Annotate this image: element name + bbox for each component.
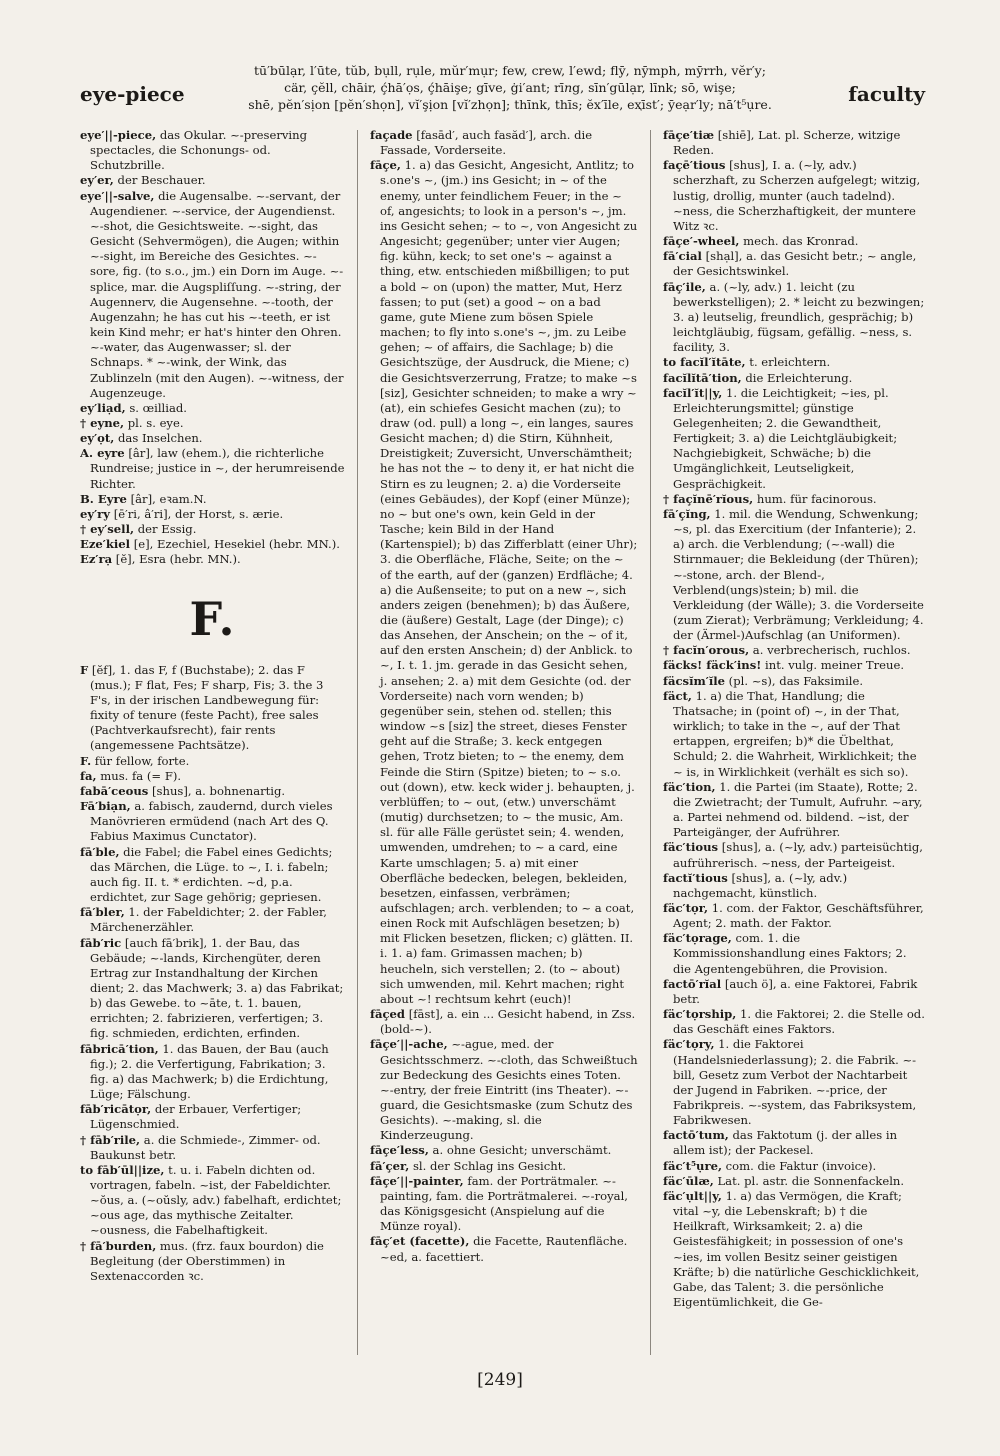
entry-definition: [fasād′, auch fasăd′], arch. die Fassade, Vorderseite. (380, 128, 593, 158)
entry-headword: fäc′tọrage, (663, 931, 732, 946)
dictionary-entry (80, 189, 345, 401)
entry-headword: † facĭn′orous, (663, 643, 750, 658)
dictionary-entry (80, 905, 345, 935)
entry-headword: † ey′sell, (80, 522, 135, 537)
dictionary-entry (663, 658, 925, 673)
entry-definition: 1. a) das Gesicht, Angesicht, Antlitz; to s.one's ~, (jm.) ins Gesicht; in ~ of the enemy, unter feindlichem Feuer; in the ~ of, angesichts; to look in a person's ~, jm. ins Gesicht sehen; ~ to ~, von Angesicht zu Angesicht; gegenüber; unter vier Augen; fig. kühn, keck; to set one's ~ against a thing, etw. entschieden mißbilligen; to put a bold ~ on (upon) the matter, Mut, Herz fassen; to put (set) a good ~ on a bad game, gute Miene zum bösen Spiele machen; to fly into s.one's ~, jm. zu Leibe gehen; ~ of affairs, die Sachlage; b) die Gesichtszüge, der Ausdruck, die Miene; c) die Gesichtsverzerrung, Fratze; to make ~s [siz], Gesichter schneiden; to make a wry ~ (at), ein schiefes Gesicht machen (zu); to draw (od. pull) a long ~, ein langes, saures Gesicht machen; d) die Stirn, Kühnheit, Dreistigkeit; Zuversicht, Unverschämtheit; he has not the ~ to deny it, er hat nicht die Stirn es zu leugnen; 2. a) die Vorderseite (eines Gebäudes), der Kopf (einer Münze); no ~ but one's own, kein Geld in der Tasche; kein Bild in der Hand (Kartenspiel); b) das Zifferblatt (einer Uhr); 3. die Oberfläche, Fläche, Seite; on the ~ of the earth, auf der (ganzen) Erdfläche; 4. a) die Außenseite; to put on a new ~, sich anders zeigen (benehmen); b) das Äußere, die (äußere) Gestalt, Lage (der Dinge); c) das Ansehen, der Anschein; on the ~ of it, auf den ersten Anschein; d) der Anblick. to ~, I. t. 1. jm. gerade in das Gesicht sehen, j. ansehen; 2. a) mit dem Gesichte (od. der Vorderseite) nach vorn wenden; b) gegenüber sein, stehen od. stellen; this window ~s [siz] the street, dieses Fenster geht auf die Straße; 3. keck entgegen gehen, Trotz bieten; to ~ the enemy, dem Feinde die Stirn (Spitze) bieten; to ~ s.o. out (down), etw. keck wider j. behaupten, j. verblüffen; to ~ out, (etw.) unverschämt (mutig) durchsetzen; to ~ the music, Am. sl. für alle Fälle gerüstet sein; 4. wenden, umwenden, umdrehen; to ~ a card, eine Karte umschlagen; 5. a) mit einer Oberfläche bedecken, belegen, bekleiden, besetzen, einfassen, verbrämen; aufschlagen; arch. verblenden; to ~ a coat, einen Rock mit Aufschlägen besetzen; b) mit Flicken besetzen, flicken; c) glätten. II. i. 1. a) fam. Grimassen machen; b) heucheln, sich verstellen; 2. (to ~ about) sich umwenden, mil. Kehrt machen; right about ~! rechtsum kehrt (euch)! (380, 158, 638, 1006)
entry-headword: facĭl′ĭt||y, (663, 385, 723, 400)
entry-definition: (pl. ~s), das Faksimile. (725, 673, 864, 688)
entry-headword: fā′cial (663, 249, 702, 264)
dictionary-entry (663, 977, 925, 1007)
entry-headword: fā′ble, (80, 844, 120, 859)
page-number: [249] (477, 1370, 523, 1390)
dictionary-entry (80, 1239, 345, 1284)
entry-definition: [shus], a. (~ly, adv.) nachgemacht, künstlich. (673, 870, 848, 900)
entry-definition: 1. die Faktorei (Handelsniederlassung); 2. die Fabrik. ~-bill, Gesetz zum Verbot der Nachtarbeit der Jugend in Fabriken. ~-price, der Fabrikpreis. ~-system, das Fabriksystem, Fabrikwesen. (673, 1037, 917, 1128)
entry-headword: † fāb′rile, (80, 1132, 141, 1147)
entry-definition: 1. die Partei (im Staate), Rotte; 2. die Zwietracht; der Tumult, Aufruhr. ~ary, a. Partei nehmend od. bildend. ~ist, der Parteigänger, der Aufrührer. (673, 779, 923, 840)
dictionary-entry (370, 1159, 638, 1174)
entry-headword: facĭlĭtā′tion, (663, 370, 742, 385)
entry-definition: a. (~ly, adv.) 1. leicht (zu bewerkstelligen); 2. * leicht zu bezwingen; 3. a) leutselig, freundlich, gesprächig; b) leichtgläubig, fügsam, gefällig. ~ness, s. facility, 3. (673, 279, 925, 355)
entry-headword: fa, (80, 768, 97, 783)
dictionary-entry (80, 784, 345, 799)
entry-definition: pl. s. eye. (124, 415, 184, 430)
entry-definition: s. œilliad. (125, 400, 187, 415)
entry-definition: sl. der Schlag ins Gesicht. (409, 1158, 567, 1173)
entry-headword: fäc′ụlt||y, (663, 1188, 722, 1203)
dictionary-entry (663, 492, 925, 507)
entry-headword: † fā′burden, (80, 1238, 157, 1253)
entry-definition: 1. mil. die Wendung, Schwenkung; ~s, pl. das Exercitium (der Infanterie); 2. a) arch. die Verblendung; (~-wall) die Stirnmauer; die Bekleidung (der Thüren); ~-stone, arch. der Blend-, Verblend(ungs)stein; b) mil. die Verkleidung (der Wälle); 3. die Vorderseite (zum Zierat); Verbrämung; Verkleidung; 4. der (Ärmel-)Aufschlag (an Uniformen). (673, 506, 924, 643)
entry-definition: a. die Schmiede-, Zimmer- od. Baukunst betr. (90, 1132, 321, 1162)
entry-headword: factō′tum, (663, 1128, 729, 1143)
dictionary-entry (663, 674, 925, 689)
dictionary-entry (80, 769, 345, 784)
entry-definition: t. erleichtern. (745, 355, 831, 370)
entry-definition: [auch ö], a. eine Faktorei, Fabrik betr. (673, 976, 918, 1006)
entry-headword: F (80, 662, 89, 677)
entry-definition: das Inselchen. (114, 431, 203, 446)
entry-headword: to facĭl′ĭtāte, (663, 355, 746, 370)
dictionary-entry (663, 280, 925, 356)
entry-definition: [e], Ezechiel, Hesekiel (hebr. MN.). (130, 537, 340, 552)
entry-definition: der Essig. (134, 522, 197, 537)
dictionary-entry (663, 931, 925, 976)
dictionary-entry (663, 780, 925, 841)
entry-headword: fäc′tọry, (663, 1037, 715, 1052)
entry-headword: fābricā′tion, (80, 1041, 159, 1056)
entry-definition: [âr], law (ehem.), die richterliche Rundreise; justice in ~, der herumreisende Richter. (90, 446, 345, 491)
dictionary-entry (80, 446, 345, 491)
column-1 (80, 128, 345, 1363)
entry-definition: das Faktotum (j. der alles in allem ist); der Packesel. (673, 1128, 898, 1158)
dictionary-entry (80, 936, 345, 1042)
entry-headword: ey′liạd, (80, 400, 126, 415)
entry-headword: fā′bler, (80, 905, 125, 920)
entry-definition: 1. der Fabeldichter; 2. der Fabler, Märchenerzähler. (90, 905, 327, 935)
entry-headword: ey′er, (80, 173, 114, 188)
dictionary-entry (370, 128, 638, 158)
entry-definition: a. fabisch, zaudernd, durch vieles Manövrieren ermüdend (nach Art des Q. Fabius Maximus Cunctator). (90, 799, 333, 844)
dictionary-entry (370, 1037, 638, 1143)
dictionary-entry (663, 386, 925, 492)
entry-headword: fäc′tọr, (663, 900, 709, 915)
dictionary-entry (663, 1007, 925, 1037)
section-letter: F. (189, 591, 236, 646)
entry-headword: fäc′tion, (663, 779, 716, 794)
entry-headword: fabā′ceous (80, 783, 149, 798)
entry-headword: façē′tious (663, 158, 726, 173)
dictionary-entry (663, 249, 925, 279)
dictionary-entry (663, 234, 925, 249)
entry-definition: [âr], eꝛam.N. (126, 491, 207, 506)
entry-headword: fāçe′||-ache, (370, 1037, 448, 1052)
entry-headword: fäc′tọrship, (663, 1007, 737, 1022)
column-rule (650, 130, 651, 1355)
dictionary-entry (80, 522, 345, 537)
entry-headword: fäc′t⁵ụre, (663, 1158, 722, 1173)
pronunciation-key-line: shē, pĕn′sịon [pĕn′shọn], vĭ′şịon [vĭ′zhọn]; thīnk, thīs; ĕx′īle, eҳīst′; ȳeạr′ly; nā′t⁵ụre. (248, 97, 772, 112)
entry-headword: B. Eyre (80, 491, 127, 506)
entry-headword: ey′ry (80, 506, 111, 521)
entry-headword: F. (80, 753, 92, 768)
entry-definition: ~-ague, med. der Gesichtsschmerz. ~-cloth, das Schweißtuch zur Bedeckung des Gesichts eines Toten. ~-entry, der freie Eintritt (ins Theater). ~-guard, die Gesichtsmaske (zum Schutz des Gesichts). ~-making, sl. die Kinderzeugung. (380, 1037, 638, 1143)
entry-definition: 1. das Bauen, der Bau (auch fig.); 2. die Verfertigung, Fabrikation; 3. fig. a) das Machwerk; b) die Erdichtung, Lüge; Fälschung. (90, 1041, 329, 1102)
dictionary-entry (663, 507, 925, 643)
entry-definition: die Erleichterung. (741, 370, 853, 385)
entry-definition: 1. a) die That, Handlung; die Thatsache; in (point of) ~, in der That, wirklich; to take in the ~, auf der That ertappen, ergreifen; b)* die Übelthat, Schuld; 2. die Wahrheit, Wirklichkeit; the ~ is, in Wirklichkeit (verhält es sich so). (673, 688, 917, 779)
entry-headword: fäc′tious (663, 840, 719, 855)
running-header (80, 62, 925, 122)
dictionary-entry (370, 1174, 638, 1235)
dictionary-entry (80, 492, 345, 507)
pronunciation-key-line: tū′būlạr, l′ūte, tŭb, bụll, rụle, mŭr′mụr; few, crew, l′ewd; flȳ, nȳmph, mȳrrh, vĕr′y; (254, 63, 766, 78)
dictionary-entry (663, 1189, 925, 1310)
column-1-entries-e (80, 128, 345, 568)
column-3-entries (663, 128, 925, 1310)
dictionary-entry (80, 799, 345, 844)
guide-word-right: faculty (848, 82, 925, 106)
entry-headword: fāçe′-wheel, (663, 234, 740, 249)
entry-definition: [shiē], Lat. pl. Scherze, witzige Reden. (673, 128, 901, 158)
entry-definition: [ĕ], Esra (hebr. MN.). (112, 552, 241, 567)
column-2 (370, 128, 638, 1363)
entry-headword: fāçed (370, 1007, 406, 1022)
entry-definition: 1. a) das Vermögen, die Kraft; vital ~y, die Lebenskraft; b) † die Heilkraft, Wirksamkeit; 2. a) die Geistesfähigkeit; in possession of one's ~ies, im vollen Besitz seiner geistigen Kräfte; b) die natürliche Geschicklichkeit, Gabe, das Talent; 3. die persönliche Eigentümlichkeit, die Ge- (673, 1188, 920, 1310)
dictionary-entry (663, 643, 925, 658)
dictionary-entry (663, 1037, 925, 1128)
entry-definition: t. u. i. Fabeln dichten od. vortragen, fabeln. ~ist, der Fabeldichter. ~ŏus, a. (~oŭsly, adv.) fabelhaft, erdichtet; ~ous age, das mythische Zeitalter. ~ousness, die Fabelhaftigkeit. (90, 1162, 342, 1238)
entry-headword: factĭ′tious (663, 870, 728, 885)
dictionary-entry (80, 537, 345, 552)
entry-headword: fäct, (663, 688, 692, 703)
dictionary-entry (80, 128, 345, 173)
dictionary-entry (370, 1143, 638, 1158)
entry-definition: der Erbauer, Verfertiger; Lügenschmied. (90, 1102, 302, 1132)
entry-headword: † façĭnē′rĭous, (663, 491, 754, 506)
entry-definition: [shus], I. a. (~ly, adv.) scherzhaft, zu Scherzen aufgelegt; witzig, lustig, drollig, munter (auch tadelnd). ~ness, die Scherzhaftigkeit, der muntere Witz ꝛc. (673, 158, 921, 233)
entry-headword: to fāb′ūl||ize, (80, 1162, 165, 1177)
entry-headword: A. eyre (80, 446, 125, 461)
entry-definition: int. vulg. meiner Treue. (761, 658, 905, 673)
dictionary-entry (663, 355, 925, 370)
entry-headword: fāb′ric (80, 935, 122, 950)
entry-headword: Eze′kiel (80, 537, 131, 552)
entry-definition: com. die Faktur (invoice). (722, 1158, 877, 1173)
dictionary-entry (663, 1174, 925, 1189)
entry-definition: com. 1. die Kommissionshandlung eines Faktors; 2. die Agentengebühren, die Provision. (673, 931, 907, 976)
entry-headword: fāç′ile, (663, 279, 706, 294)
entry-definition: [ē′ri, â′ri], der Horst, s. ærie. (110, 506, 284, 521)
entry-headword: fāçe′||-painter, (370, 1173, 464, 1188)
dictionary-entry (663, 1159, 925, 1174)
entry-headword: fāçe′less, (370, 1143, 429, 1158)
dictionary-entry (370, 1234, 638, 1264)
text-columns (80, 128, 925, 1368)
dictionary-entry (80, 173, 345, 188)
entry-definition: a. verbrecherisch, ruchlos. (749, 643, 911, 658)
dictionary-entry (80, 1042, 345, 1103)
entry-headword: fāb′ricātọr, (80, 1102, 152, 1117)
dictionary-entry (80, 507, 345, 522)
column-1-entries-f (80, 663, 345, 1284)
entry-definition: der Beschauer. (113, 173, 206, 188)
dictionary-entry (80, 431, 345, 446)
entry-definition: [shạl], a. das Gesicht betr.; ~ angle, der Gesichtswinkel. (673, 249, 917, 279)
dictionary-entry (663, 871, 925, 901)
pronunciation-key-line: cär, çĕll, chāir, ḉhā′ọs, ḉhāişe; gīve, ġi′ant; rī𝑛g, sīn′gūlạr, līnk; sō, wişe; (284, 80, 736, 95)
dictionary-entry (80, 1163, 345, 1239)
entry-headword: fäcsĭm′ĭle (663, 673, 725, 688)
entry-definition: 1. die Faktorei; 2. die Stelle od. das Geschäft eines Faktors. (673, 1007, 925, 1037)
entry-headword: fäcks! fäck′ins! (663, 658, 762, 673)
entry-definition: für fellow, forte. (91, 753, 190, 768)
entry-definition: das Okular. ~-preserving spectacles, die Schonungs- od. Schutzbrille. (90, 128, 308, 173)
entry-headword: ey′ọt, (80, 431, 115, 446)
entry-headword: † eyne, (80, 415, 125, 430)
entry-headword: eye′||-piece, (80, 128, 157, 142)
column-rule (357, 130, 358, 1355)
dictionary-entry (80, 663, 345, 754)
entry-headword: fāçe′tiæ (663, 128, 715, 142)
dictionary-entry (80, 552, 345, 567)
entry-definition: mus. fa (= F). (96, 768, 182, 783)
dictionary-entry (663, 840, 925, 870)
dictionary-entry (663, 158, 925, 234)
dictionary-entry (663, 128, 925, 158)
pronunciation-key (230, 62, 790, 113)
guide-word-left: eye-piece (80, 82, 185, 106)
dictionary-entry (370, 158, 638, 1007)
dictionary-entry (80, 754, 345, 769)
dictionary-entry (80, 1102, 345, 1132)
entry-definition: mech. das Kronrad. (739, 234, 859, 249)
column-3 (663, 128, 925, 1363)
entry-headword: Ez′rạ (80, 552, 113, 567)
dictionary-entry (80, 1133, 345, 1163)
entry-headword: fā′çer, (370, 1158, 410, 1173)
dictionary-entry (80, 401, 345, 416)
entry-definition: die Augensalbe. ~-servant, der Augendiener. ~-service, der Augendienst. ~-shot, die Gesichtsweite. ~-sight, das Gesicht (Sehvermögen), die Augen; within ~-sight, im Bereiche des Gesichtes. ~-sore, fig. (to s.o., jm.) ein Dorn im Auge. ~-splice, mar. die Augspliſſung. ~-string, der Augennerv, die Augensehne. ~-tooth, der Augenzahn; he has cut his ~-teeth, er ist kein Kind mehr; er hat's hinter den Ohren. ~-water, das Augenwasser; sl. der Schnaps. * ~-wink, der Wink, das Zublinzeln (mit den Augen). ~-witness, der Augenzeuge. (90, 188, 344, 400)
entry-definition: a. ohne Gesicht; unverschämt. (428, 1143, 612, 1158)
entry-definition: die Facette, Rautenfläche. ~ed, a. facettiert. (380, 1234, 628, 1264)
dictionary-entry (663, 689, 925, 780)
entry-headword: Fā′biạn, (80, 799, 131, 814)
entry-headword: fāç′et (facette), (370, 1234, 470, 1249)
dictionary-entry (80, 845, 345, 906)
entry-definition: 1. com. der Faktor, Geschäftsführer, Agent; 2. math. der Faktor. (673, 900, 924, 931)
dictionary-entry (663, 901, 925, 931)
entry-headword: fāçe, (370, 158, 401, 173)
entry-definition: [shus], a. bohnenartig. (148, 783, 286, 798)
entry-definition: [fāst], a. ein ... Gesicht habend, in Zss. (bold-~). (380, 1007, 636, 1037)
entry-definition: hum. für facinorous. (753, 491, 877, 506)
entry-definition: fam. der Porträtmaler. ~-painting, fam. die Porträtmalerei. ~-royal, das Königsgesicht (Anspielung auf die Münze royal). (380, 1173, 628, 1234)
dictionary-entry (370, 1007, 638, 1037)
dictionary-entry (663, 371, 925, 386)
dictionary-entry (80, 416, 345, 431)
entry-headword: fäc′ūlæ, (663, 1173, 714, 1188)
entry-definition: [ĕf], 1. das F, f (Buchstabe); 2. das F (mus.); F flat, Fes; F sharp, Fis; 3. the 3 F's, in der irischen Landbewegung für: fixity of tenure (feste Pacht), free sales (Pachtverkaufsrecht), fair rents (angemessene Pachtsätze). (88, 662, 324, 753)
entry-definition: 1. die Leichtigkeit; ~ies, pl. Erleichterungsmittel; günstige Gelegenheiten; 2. die Gewandtheit, Fertigkeit; 3. a) die Leichtgläubigkeit; Nachgiebigkeit, Schwäche; b) die Umgänglichkeit, Leutseligkeit, Gesprächigkeit. (673, 385, 898, 491)
entry-headword: factō′rĭal (663, 976, 722, 991)
entry-definition: mus. (frz. faux bourdon) die Begleitung (der Oberstimmen) in Sextenaccorden ꝛc. (90, 1238, 324, 1283)
entry-definition: Lat. pl. astr. die Sonnenfackeln. (713, 1173, 905, 1188)
entry-definition: [shus], a. (~ly, adv.) parteisüchtig, aufrührerisch. ~ness, der Parteigeist. (673, 840, 923, 870)
column-2-entries (370, 128, 638, 1265)
entry-definition: die Fabel; die Fabel eines Gedichts; das Märchen, die Lüge. to ~, I. i. fabeln; auch fig. II. t. * erdichten. ~d, p.a. erdichtet, zur Sage gehörig; gepriesen. (90, 844, 333, 905)
dictionary-entry (663, 1128, 925, 1158)
entry-headword: eye′||-salve, (80, 188, 155, 203)
entry-headword: fā′çĭng, (663, 506, 711, 521)
entry-definition: [auch fā′brik], 1. der Bau, das Gebäude; ~-lands, Kirchengüter, deren Ertrag zur Instandhaltung der Kirchen dient; 2. das Machwerk; 3. a) das Fabrikat; b) das Gewebe. to ~āte, t. 1. bauen, errichten; 2. fabrizieren, verfertigen; 3. fig. schmieden, erdichten, erfinden. (90, 935, 344, 1041)
entry-headword: façade (370, 128, 413, 142)
